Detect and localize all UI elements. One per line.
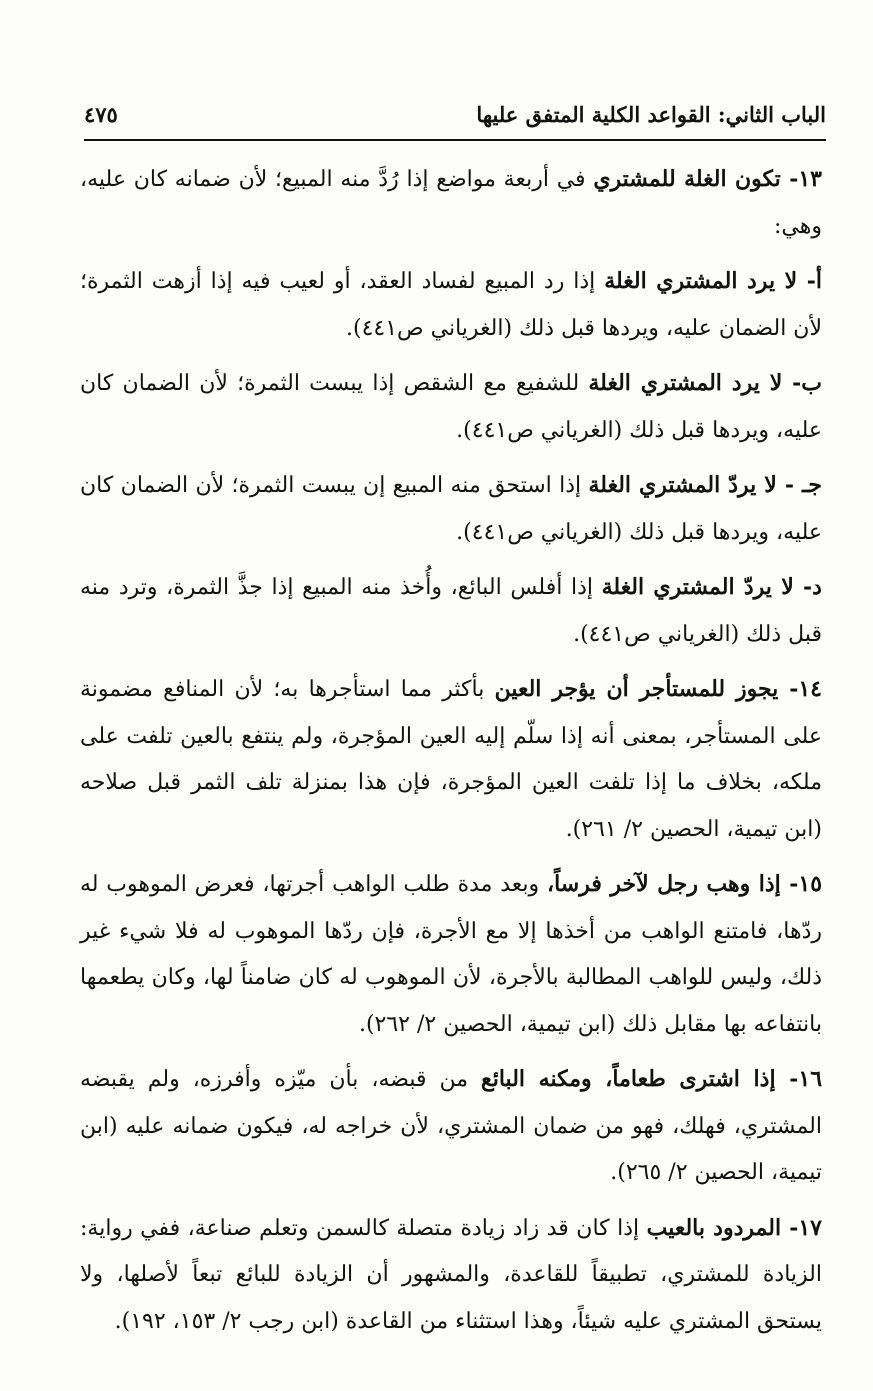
paragraph-lead: أ- لا يرد المشتري الغلة — [604, 268, 823, 294]
chapter-title: الباب الثاني: القواعد الكلية المتفق عليها — [476, 102, 826, 127]
paragraph-text: وبعد مدة طلب الواهب أجرتها، فعرض الموهوب له ردّها، فامتنع الواهب من أخذها إلا مع الأجرة، فإن ردّها الموهوب له فلا شيء غير ذلك، وليس للواهب المطالبة بالأجرة، لأن الموهوب له كان ضامناً لها، وكان يطعمها بانتفاعه بها مقابل ذلك (ابن تيمية، الحصين ٢/ ٢٦٢). — [80, 872, 822, 1037]
paragraph-13 — [80, 156, 822, 250]
paragraph-text: بأكثر مما استأجرها به؛ لأن المنافع مضمونة على المستأجر، بمعنى أنه إذا سلّم إليه العين المؤجرة، ولم ينتفع بالعين تلفت على ملكه، بخلاف ما إذا تلفت العين المؤجرة، فإن هذا بمنزلة تلف الثمر قبل صلاحه (ابن تيمية، الحصين ٢/ ٢٦١). — [80, 677, 822, 842]
paragraph-lead: ١٥- إذا وهب رجل لآخر فرساً، — [546, 871, 823, 897]
paragraph-17 — [80, 1205, 822, 1346]
paragraph-lead: ١٣- تكون الغلة للمشتري — [593, 166, 822, 192]
paragraph-13a — [80, 258, 822, 352]
header-divider — [84, 139, 826, 141]
paragraph-text: من قبضه، بأن ميّزه وأفرزه، ولم يقبضه المشتري، فهلك، فهو من ضمان المشتري، لأن خراجه له، فيكون ضمانه عليه (ابن تيمية، الحصين ٢/ ٢٦٥). — [80, 1067, 822, 1185]
paragraph-13d — [80, 564, 822, 658]
paragraph-text: إذا رد المبيع لفساد العقد، أو لعيب فيه إذا أزهت الثمرة؛ لأن الضمان عليه، ويردها قبل ذلك (الغرياني ص٤٤١). — [80, 269, 822, 341]
paragraph-14 — [80, 666, 822, 853]
paragraph-13b — [80, 360, 822, 454]
paragraph-text: إذا كان قد زاد زيادة متصلة كالسمن وتعلم صناعة، ففي رواية: الزيادة للمشتري، تطبيقاً للقاعدة، والمشهور أن الزيادة للبائع تبعاً لأصلها، ولا يستحق المشتري عليه شيئاً، وهذا استثناء من القاعدة (ابن رجب ٢/ ١٥٣، ١٩٢). — [80, 1215, 822, 1334]
page-body — [80, 156, 822, 1351]
paragraph-text: إذا أفلس البائع، وأُخذ منه المبيع إذا جذَّ الثمرة، وترد منه قبل ذلك (الغرياني ص٤٤١). — [80, 575, 822, 647]
paragraph-lead: ١٤- يجوز للمستأجر أن يؤجر العين — [494, 676, 822, 702]
paragraph-lead: د- لا يردّ المشتري الغلة — [601, 574, 822, 600]
paragraph-lead: ١٦- إذا اشترى طعاماً، ومكنه البائع — [481, 1066, 823, 1092]
paragraph-13c — [80, 462, 822, 556]
paragraph-lead: ب- لا يرد المشتري الغلة — [588, 370, 822, 396]
paragraph-lead: جـ - لا يردّ المشتري الغلة — [588, 472, 822, 498]
running-header — [84, 96, 826, 138]
paragraph-lead: ١٧- المردود بالعيب — [646, 1214, 822, 1241]
paragraph-15 — [80, 861, 822, 1048]
paragraph-text: للشفيع مع الشقص إذا يبست الثمرة؛ لأن الضمان كان عليه، ويردها قبل ذلك (الغرياني ص٤٤١). — [80, 371, 822, 443]
paragraph-text: إذا استحق منه المبيع إن يبست الثمرة؛ لأن الضمان كان عليه، ويردها قبل ذلك (الغرياني ص٤٤١). — [80, 473, 822, 545]
page-number: ٤٧٥ — [84, 102, 118, 127]
paragraph-text: في أربعة مواضع إذا رُدَّ منه المبيع؛ لأن ضمانه كان عليه، وهي: — [80, 167, 822, 239]
paragraph-16 — [80, 1056, 822, 1197]
